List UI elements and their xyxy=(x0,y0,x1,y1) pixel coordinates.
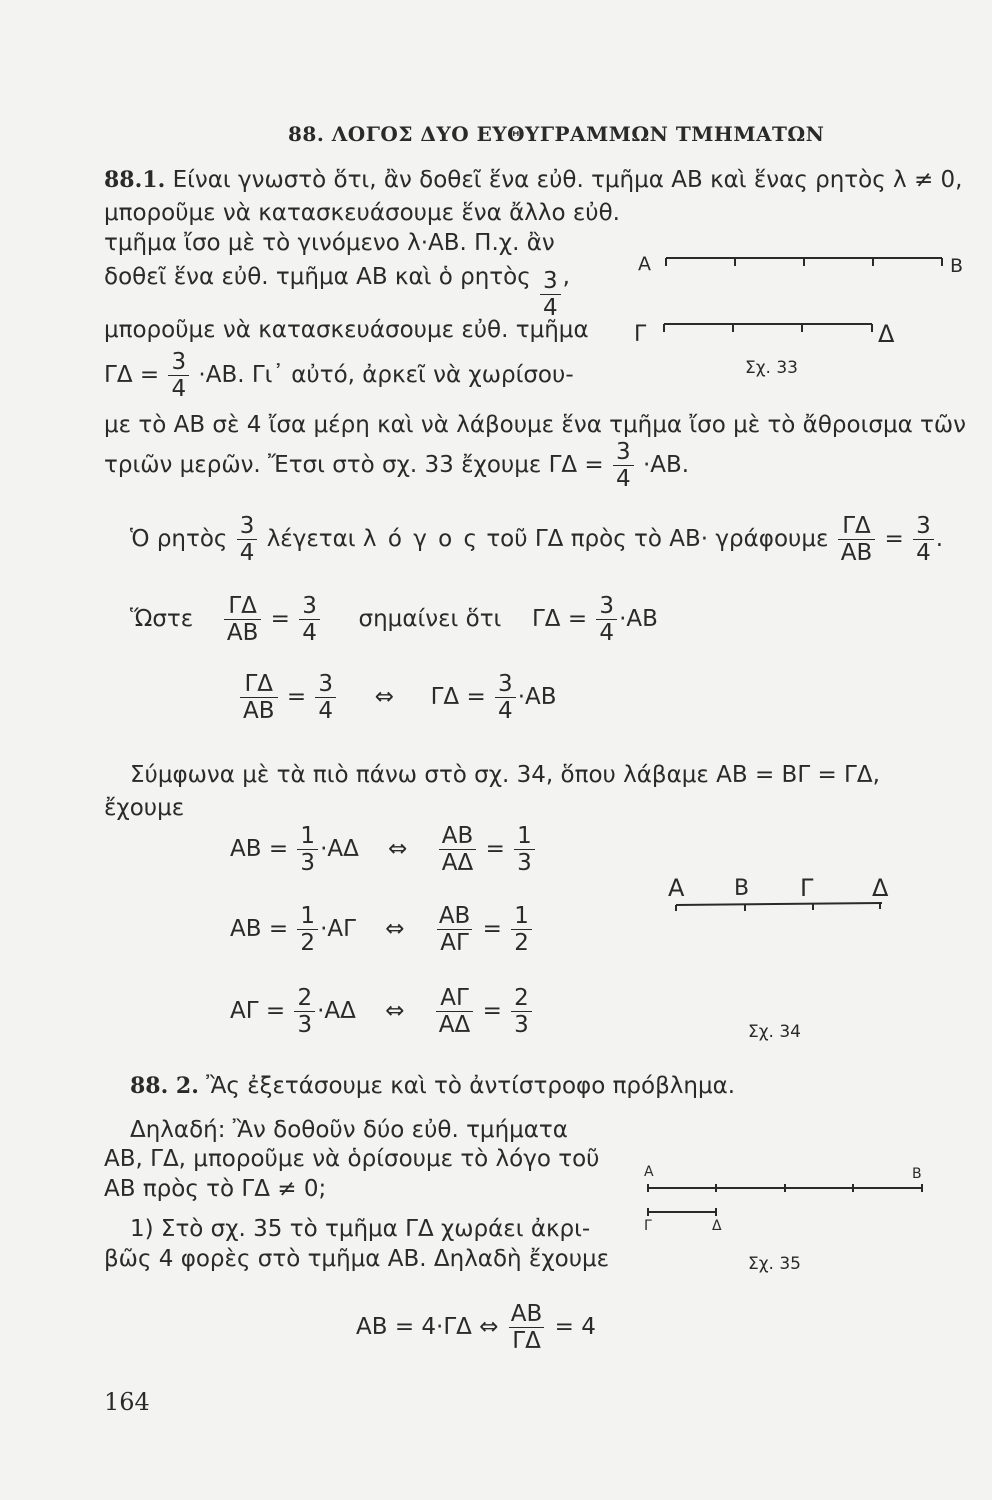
fig33-caption: Σχ. 33 xyxy=(745,358,799,378)
para-88-2-line-2: Δηλαδή: Ἂν δοθοῦν δύο εὐθ. τμήματα xyxy=(130,1117,568,1143)
para-88-1-line-5: μποροῦμε νὰ κατασκευάσουμε εὐθ. τμῆμα xyxy=(104,317,589,343)
para-88-1-line-6: ΓΔ = $\frac{3}{4}$ ·ΑΒ. Γι᾽ αὐτό, ἀρκεῖ νὰ χωρίσου- xyxy=(104,349,574,403)
relation-row-3: ΑΓ = $\frac{2}{3}$ ·ΑΔ ⇔ $\frac{A\Gamma}{A\Delta}$ = $\frac{2}{3}$ xyxy=(230,986,534,1037)
final-equation: ΑΒ = 4·ΓΔ ⇔ $\frac{AB}{\Gamma\Delta}$ = 4 xyxy=(356,1301,596,1355)
fig35-label-b: Β xyxy=(912,1166,922,1182)
page-number: 164 xyxy=(104,1388,150,1416)
fraction-gd-ab: $\frac{\Gamma\Delta}{AB}$ xyxy=(240,672,278,723)
fraction-3-4: $\frac{3}{4}$ xyxy=(168,350,189,401)
fraction-3-4: $\frac{3}{4}$ xyxy=(540,269,561,320)
figure-33 xyxy=(620,240,980,380)
figure-34 xyxy=(660,895,900,925)
ratio-term: λ ό γ ο ς xyxy=(362,526,479,553)
segment-ad xyxy=(676,903,882,905)
fraction-3-4: $\frac{3}{4}$ xyxy=(299,594,320,645)
fraction-gd-ab: $\frac{\Gamma\Delta}{AB}$ xyxy=(224,594,262,645)
para-88-1-line-3: τμῆμα ἴσο μὲ τὸ γινόμενο λ·ΑΒ. Π.χ. ἂν xyxy=(104,230,555,256)
iff-symbol: ⇔ xyxy=(374,684,394,711)
para-88-1-line-2: μποροῦμε νὰ κατασκευάσουμε ἕνα ἄλλο εὐθ. xyxy=(104,200,620,226)
fig35-caption: Σχ. 35 xyxy=(748,1254,802,1274)
symfona-line-1: Σύμφωνα μὲ τὰ πιὸ πάνω στὸ σχ. 34, ὅπου λάβαμε ΑΒ = ΒΓ = ΓΔ, xyxy=(130,762,880,788)
fig34-label-b: Β xyxy=(734,876,750,901)
fig34-caption: Σχ. 34 xyxy=(748,1022,802,1042)
fraction-3-4: $\frac{3}{4}$ xyxy=(596,594,617,645)
fig34-label-a: Α xyxy=(668,874,685,902)
para-88-1-line-7: με τὸ ΑΒ σὲ 4 ἴσα μέρη καὶ νὰ λάβουμε ἕνα τμῆμα ἴσο μὲ τὸ ἄθροισμα τῶν xyxy=(104,412,967,438)
fraction-3-4: $\frac{3}{4}$ xyxy=(315,672,336,723)
fig33-label-a: Α xyxy=(638,253,651,275)
fig34-label-d: Δ xyxy=(872,874,889,902)
relation-row-2: ΑΒ = $\frac{1}{2}$ ·ΑΓ ⇔ $\frac{AB}{A\Gamma}$ = $\frac{1}{2}$ xyxy=(230,904,534,955)
hoste-line: Ὥστε $\frac{\Gamma\Delta}{AB}$ = $\frac{3}{4}$ σημαίνει ὅτι ΓΔ = $\frac{3}{4}$ ·ΑΒ xyxy=(130,593,658,647)
section-number: 88. 2. xyxy=(130,1073,199,1099)
para-88-1-line-1: 88.1. Είναι γνωστὸ ὅτι, ἂν δοθεῖ ἕνα εὐθ. τμῆμα ΑΒ καὶ ἕνας ρητὸς λ ≠ 0, xyxy=(104,167,963,193)
fig34-label-g: Γ xyxy=(800,874,814,902)
figure-35 xyxy=(640,1178,940,1218)
fig35-label-g: Γ xyxy=(644,1218,652,1234)
fraction-gd-ab: $\frac{\Gamma\Delta}{AB}$ xyxy=(838,514,876,565)
fig33-label-d: Δ xyxy=(878,320,895,348)
fig33-label-b: Β xyxy=(950,255,964,277)
fig35-label-d: Δ xyxy=(712,1218,722,1234)
para-88-2-line-6: βῶς 4 φορὲς στὸ τμῆμα ΑΒ. Δηλαδὴ ἔχουμε xyxy=(104,1246,610,1272)
fig35-label-a: Α xyxy=(644,1164,654,1180)
fraction-3-4: $\frac{3}{4}$ xyxy=(495,672,516,723)
para-88-2-line-3: ΑΒ, ΓΔ, μποροῦμε νὰ ὁρίσουμε τὸ λόγο τοῦ xyxy=(104,1146,600,1172)
fraction-3-4: $\frac{3}{4}$ xyxy=(237,514,258,565)
equivalence-line: $\frac{\Gamma\Delta}{AB}$ = $\frac{3}{4}$ ⇔ ΓΔ = $\frac{3}{4}$ ·ΑΒ xyxy=(238,672,557,723)
para-88-2-line-5: 1) Στὸ σχ. 35 τὸ τμῆμα ΓΔ χωράει ἀκρι- xyxy=(130,1216,591,1242)
ratio-definition: Ὁ ρητὸς $\frac{3}{4}$ λέγεται λ ό γ ο ς τοῦ ΓΔ πρὸς τὸ ΑΒ· γράφουμε $\frac{\Gamma\Delta}{AB}$ = $\frac{3}{4}$ . xyxy=(130,513,944,567)
para-88-2-line-4: ΑΒ πρὸς τὸ ΓΔ ≠ 0; xyxy=(104,1176,327,1202)
symfona-line-2: ἔχουμε xyxy=(104,795,185,821)
para-88-1-line-8: τριῶν μερῶν. Ἔτσι στὸ σχ. 33 ἔχουμε ΓΔ = $\frac{3}{4}$ ·ΑΒ. xyxy=(104,439,690,493)
section-number: 88.1. xyxy=(104,167,166,193)
relation-row-1: ΑΒ = $\frac{1}{3}$ ·ΑΔ ⇔ $\frac{AB}{A\Delta}$ = $\frac{1}{3}$ xyxy=(230,824,537,875)
section-title: 88. ΛΟΓΟΣ ΔΥΟ ΕΥΘΥΓΡΑΜΜΩΝ ΤΜΗΜΑΤΩΝ xyxy=(288,122,825,146)
fraction-3-4: $\frac{3}{4}$ xyxy=(613,440,634,491)
fraction-3-4: $\frac{3}{4}$ xyxy=(913,514,934,565)
para-88-1-line-4: δοθεῖ ἕνα εὐθ. τμῆμα ΑΒ καὶ ὁ ρητὸς $\frac{3}{4}$ , xyxy=(104,264,570,322)
fig33-label-g: Γ xyxy=(634,322,647,347)
para-88-2-line-1: 88. 2. Ἂς ἐξετάσουμε καὶ τὸ ἀντίστροφο πρόβλημα. xyxy=(130,1073,736,1099)
